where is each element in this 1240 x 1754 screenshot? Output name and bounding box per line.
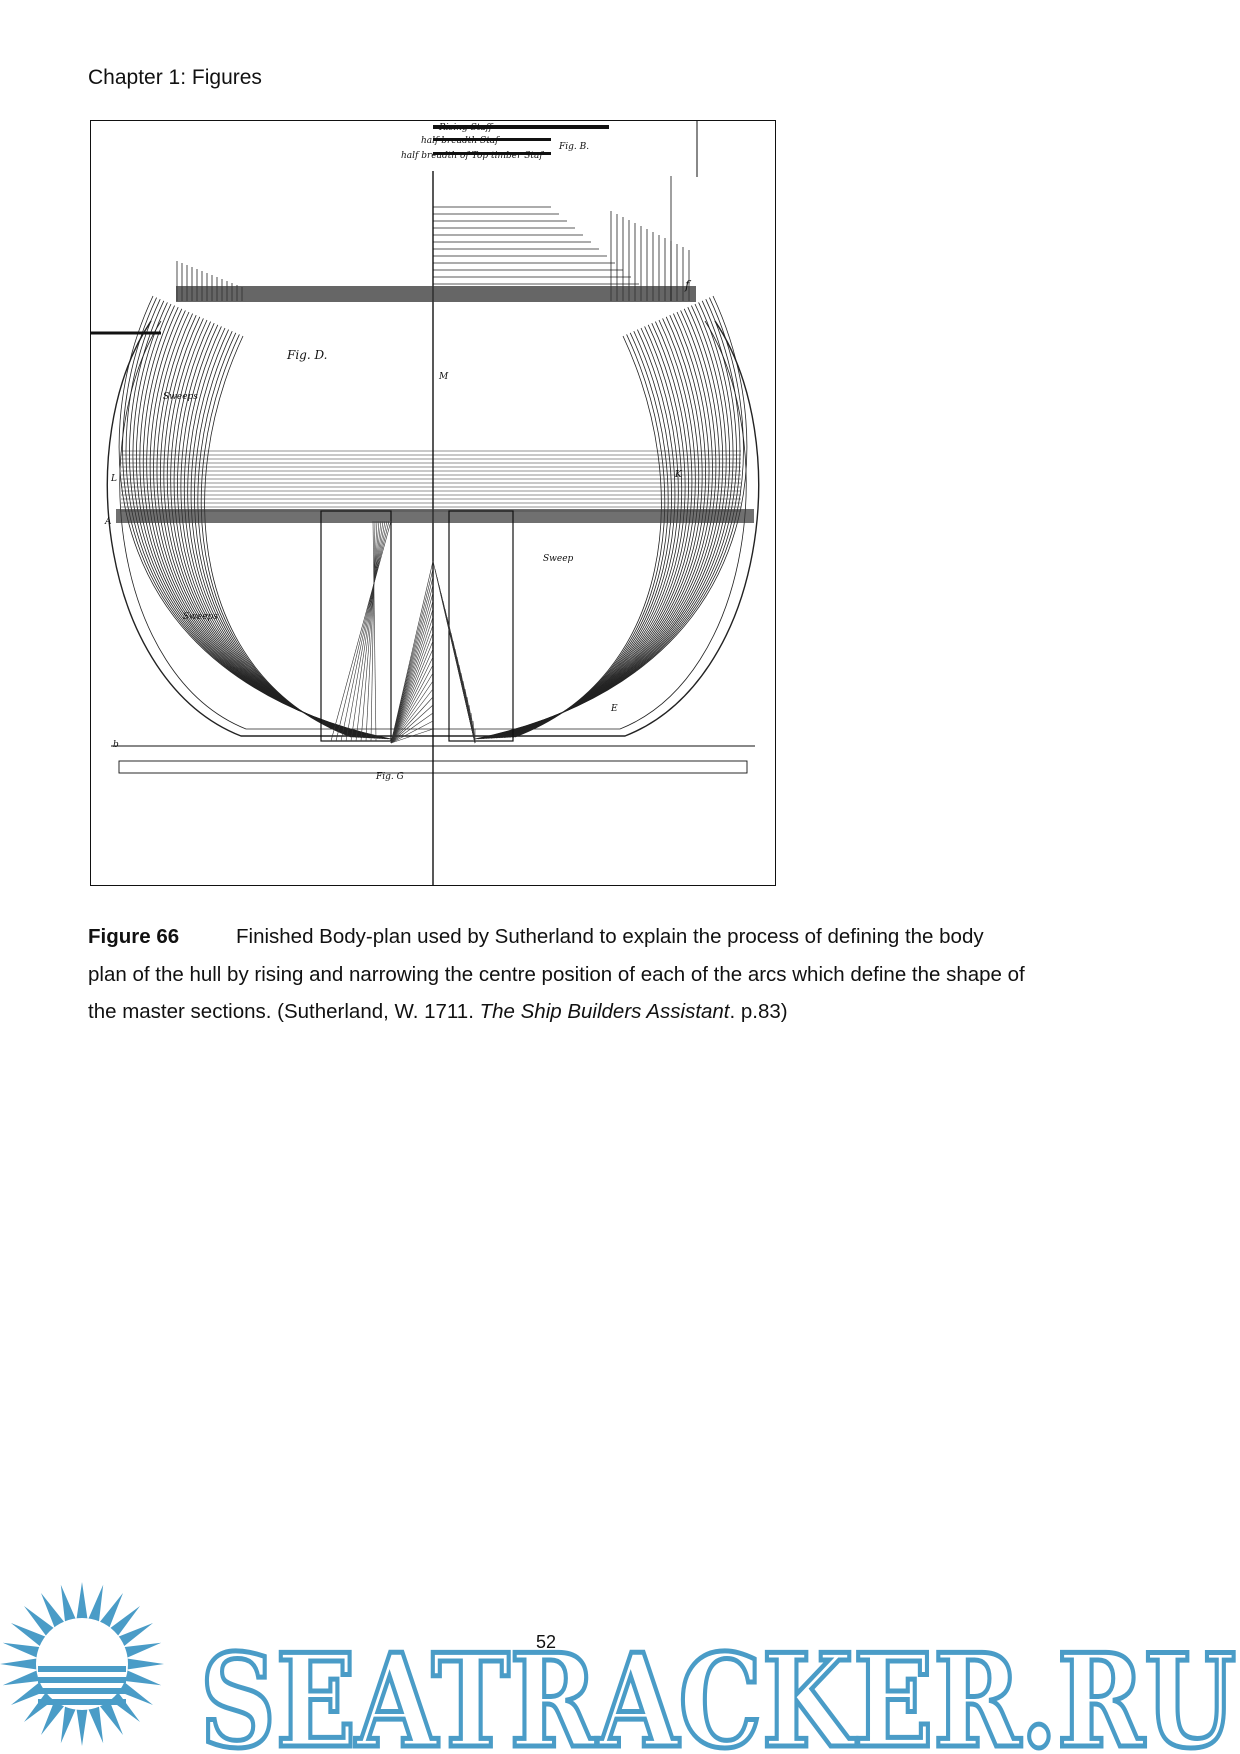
caption-text-2: . p.83) [729, 1000, 788, 1023]
page-number: 52 [536, 1632, 557, 1652]
top-timber-staff-label: half breadth of Top timber Staf [401, 151, 543, 161]
body-plan-figure [90, 120, 776, 886]
letter-a: A [105, 517, 112, 527]
half-breadth-staff-label: half breadth Staf [421, 136, 499, 146]
caption-text-1: Finished Body-plan used by Sutherland to explain the process of defining the body plan of the hull by rising and narrowing the centre position of each of the arcs which define the shape of the master sections. (Sutherland, W. 1711. [88, 925, 1025, 1023]
letter-f: f [685, 278, 690, 292]
fig-b-label: Fig. B. [559, 142, 590, 152]
sweeps-left-label: Sweeps [163, 392, 198, 402]
caption-book-title: The Ship Builders Assistant [479, 1000, 730, 1023]
letter-m: M [439, 372, 449, 382]
page-header: Chapter 1: Figures [88, 66, 262, 89]
fig-d-label: Fig. D. [287, 348, 328, 362]
figure-caption [88, 918, 1028, 1031]
rising-staff-label: Rising Staff [439, 123, 493, 133]
watermark [0, 1570, 1240, 1754]
letter-k: K [675, 470, 682, 480]
sweeps-lower-label: Sweeps [183, 612, 218, 622]
body-plan-drawing [91, 121, 775, 885]
sweep-right-label: Sweep [543, 554, 574, 564]
sun-logo-icon [0, 1582, 164, 1746]
watermark-text: SEATRACKER.RU [200, 1627, 1236, 1754]
letter-e: E [611, 704, 618, 714]
figure-label: Figure 66 [88, 925, 180, 948]
letter-b: b [113, 740, 119, 750]
fig-g-label: Fig. G [376, 772, 404, 782]
letter-l: L [111, 474, 117, 484]
